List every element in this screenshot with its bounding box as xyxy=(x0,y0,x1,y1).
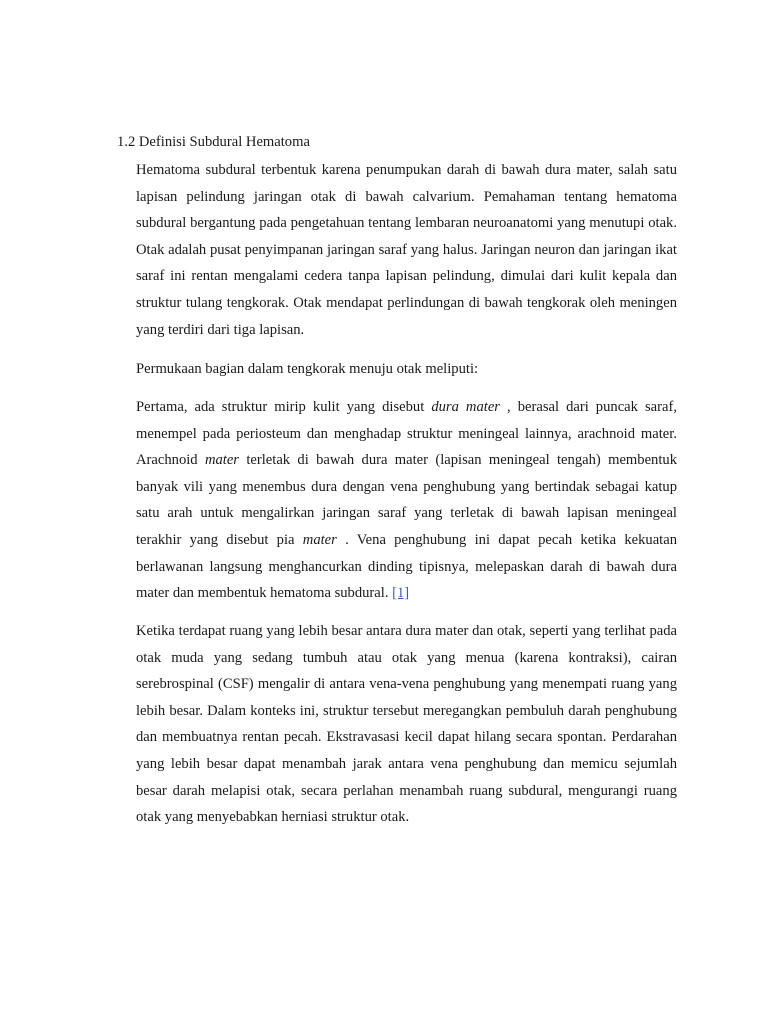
text-run: terletak di bawah dura mater (lapisan meningeal tengah) membentuk banyak vili yang menembus dura dengan vena penghubung yang bertindak sebagai katup satu arah untuk mengalirkan jaringan saraf yang terletak di bawah lapisan meningeal terakhir yang disebut pia xyxy=(136,452,677,548)
paragraph-inner-surface-intro: Permukaan bagian dalam tengkorak menuju otak meliputi: xyxy=(136,361,479,377)
section-heading: 1.2 Definisi Subdural Hematoma xyxy=(117,134,310,150)
italic-term-pia-mater: mater xyxy=(302,531,337,548)
text-run: . Vena penghubung ini dapat pecah ketika kekuatan berlawanan langsung menghancurkan dinding tipisnya, melepaskan darah di bawah dura mater dan membentuk hematoma subdural. xyxy=(136,531,678,602)
citation-link[interactable]: [1] xyxy=(392,585,410,602)
paragraph-csf-bridging-veins: Ketika terdapat ruang yang lebih besar antara dura mater dan otak, seperti yang terlihat pada otak muda yang sedang tumbuh atau otak yang menua (karena kontraksi), cairan serebrospinal (CSF) mengalir di antara vena-vena penghubung yang menempati ruang yang lebih besar. Dalam konteks ini, struktur tersebut meregangkan pembuluh darah penghubung dan membuatnya rentan pecah. Ekstravasasi kecil dapat hilang secara spontan. Perdarahan yang lebih besar dapat menambah jarak antara vena penghubung dan memicu sejumlah besar darah melapisi otak, secara perlahan menambah ruang subdural, mengurangi ruang otak yang menyebabkan herniasi struktur otak. xyxy=(136,623,677,826)
paragraph-meninges-layers xyxy=(136,394,677,607)
text-run: Pertama, ada struktur mirip kulit yang disebut xyxy=(136,399,432,415)
paragraph-definition: Hematoma subdural terbentuk karena penumpukan darah di bawah dura mater, salah satu lapisan pelindung jaringan otak di bawah calvarium. Pemahaman tentang hematoma subdural bergantung pada pengetahuan tentang lembaran neuroanatomi yang menutupi otak. Otak adalah pusat penyimpanan jaringan saraf yang halus. Jaringan neuron dan jaringan ikat saraf ini rentan mengalami cedera tanpa lapisan pelindung, dimulai dari kulit kepala dan struktur tulang tengkorak. Otak mendapat perlindungan di bawah tengkorak oleh meningen yang terdiri dari tiga lapisan. xyxy=(136,162,677,338)
italic-term-dura-mater: dura mater xyxy=(431,399,500,415)
text-run: , berasal dari puncak saraf, menempel pada periosteum dan menghadap struktur meningeal lainnya, arachnoid mater. Arachnoid xyxy=(136,399,677,469)
italic-term-mater: mater xyxy=(204,452,239,469)
